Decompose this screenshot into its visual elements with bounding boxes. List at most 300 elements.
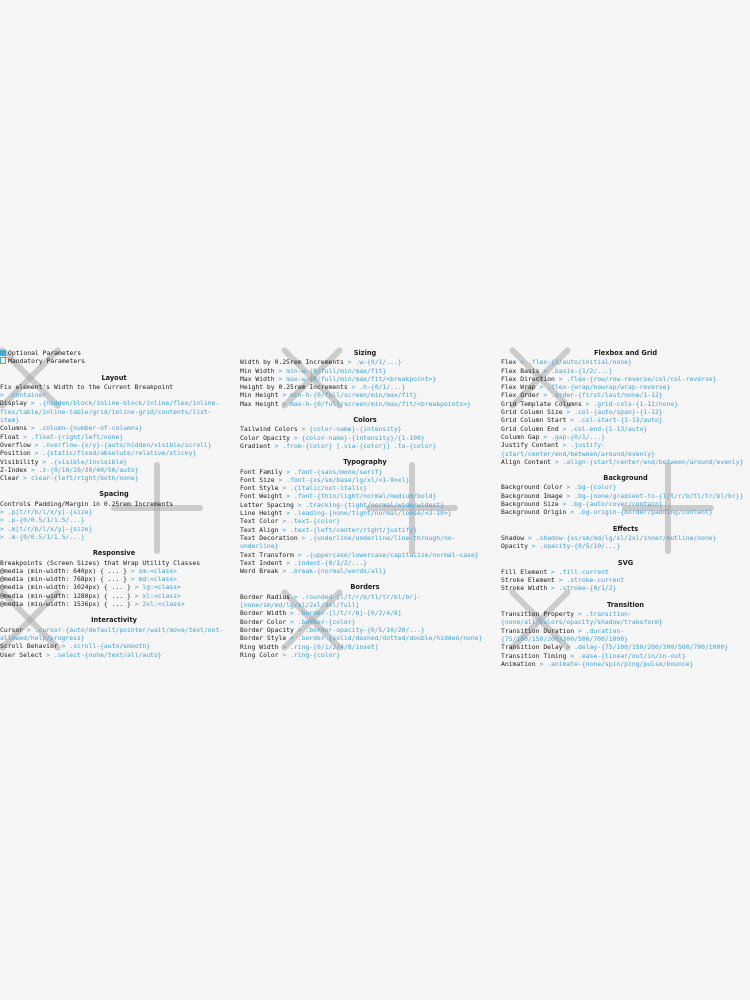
reference-row [501, 568, 750, 576]
row-label: Grid Column End [501, 424, 559, 433]
row-label: Column Gap [501, 432, 540, 441]
row-label: Border Style [240, 634, 287, 643]
row-label: Shadow [501, 533, 525, 542]
row-class-value: .ease-{linear/out/in/in-out} [578, 651, 686, 660]
row-class-value: .m[t/r/b/l/x/y]-{size} [7, 524, 93, 533]
reference-row [501, 576, 750, 584]
row-class-value: .bg-origin-{border/padding/content} [578, 508, 713, 517]
separator-arrow: > [351, 383, 356, 392]
row-class-value: .text-{left/center/right/justify} [290, 525, 418, 534]
row-class-value: .bg-{none/gradient-to-{l/t/r/b/tl/tr/bl/br}} [574, 491, 744, 500]
legend-mandatory [0, 357, 228, 365]
section-title-layout: Layout [101, 373, 127, 382]
row-class-value: .fill-current [558, 567, 609, 576]
row-label: Letter Spacing [240, 500, 294, 509]
section-title-interactivity: Interactivity [91, 616, 137, 625]
row-class-value: .cursor-{auto/default/pointer/wait/move/text/not-allowed/help/progress} [0, 625, 224, 642]
reference-row [0, 424, 228, 432]
column-right [501, 349, 750, 668]
row-label: Flex Wrap [501, 383, 536, 392]
reference-row [240, 484, 490, 492]
separator-arrow: > [23, 474, 27, 483]
separator-arrow: > [551, 567, 555, 576]
legend-optional [0, 349, 228, 357]
row-label: Text Indent [240, 558, 283, 567]
row-label: Width by 0.25rem Increments [240, 358, 344, 367]
separator-arrow: > [0, 516, 4, 525]
row-label: Overflow [0, 440, 31, 449]
separator-arrow: > [134, 591, 139, 600]
separator-arrow: > [0, 508, 4, 517]
separator-arrow: > [562, 441, 567, 450]
row-class-value: max-w-{0/full/min/max/fit/<breakpoint>} [286, 374, 437, 383]
row-label: Grid Template Columns [501, 399, 582, 408]
section-title-flexbox-and-grid: Flexbox and Grid [593, 349, 658, 357]
reference-row [240, 509, 490, 517]
separator-arrow: > [30, 424, 35, 433]
reference-row [240, 391, 490, 399]
row-class-value: .h-{0/1/...} [359, 383, 406, 392]
row-class-value: .font-{xs/sm/base/lg/xl/<1-9>xl} [286, 475, 410, 484]
separator-arrow: > [286, 492, 291, 501]
row-label: Gradient [240, 441, 271, 450]
row-class-value: .{static/fixed/absolute/relative/sticky} [42, 449, 197, 458]
reference-row [501, 458, 750, 466]
reference-row [240, 501, 490, 509]
row-class-value: min-h-{0/full/screen/min/max/fit} [290, 391, 418, 400]
separator-arrow: > [130, 566, 135, 575]
reference-row [501, 643, 750, 651]
row-label: @media (min-width: 640px) { ... } [0, 566, 127, 575]
reference-row [501, 400, 750, 408]
separator-arrow: > [23, 432, 27, 441]
row-class-value: md:<class> [138, 575, 178, 584]
reference-row [240, 375, 490, 383]
row-label: Ring Width [240, 642, 279, 651]
reference-row [0, 600, 228, 608]
separator-arrow: > [554, 457, 559, 466]
reference-row [501, 367, 750, 375]
separator-arrow: > [566, 643, 571, 652]
separator-arrow: > [278, 374, 283, 383]
reference-row [501, 441, 750, 458]
row-class-value: .border-{solid/dashed/dotted/double/hidden/none} [297, 634, 483, 643]
row-class-value: .from-{color} [.via-{color}] .to-{color} [282, 441, 437, 450]
reference-row [0, 525, 228, 533]
row-class-value: .column-{number-of-columns} [38, 424, 143, 433]
row-label: Justify Content [501, 441, 559, 450]
row-label: Display [0, 399, 27, 408]
reference-row [501, 627, 750, 644]
reference-row [240, 626, 490, 634]
separator-arrow: > [293, 592, 298, 601]
section-title-responsive: Responsive [92, 549, 136, 558]
row-class-value: .{italic/not-italic} [290, 484, 368, 493]
row-label: Color Opacity [240, 433, 291, 442]
row-class-value: lg:<class> [142, 583, 181, 592]
separator-arrow: > [347, 358, 352, 367]
row-class-value: .ring-[0/1/2/4/8/inset] [290, 642, 379, 651]
row-label: Flex Basis [501, 366, 540, 375]
separator-arrow: > [539, 659, 544, 668]
reference-row [0, 458, 228, 466]
row-label: Text Transform [240, 550, 294, 559]
row-label: Word Break [240, 567, 279, 576]
separator-arrow: > [558, 374, 563, 383]
reference-row [240, 618, 490, 626]
reference-row [501, 534, 750, 542]
row-class-value: .justify-{start/center/end/between/around/evenly} [501, 441, 655, 458]
row-class-value: .text-{color} [290, 517, 341, 526]
separator-arrow: > [293, 433, 298, 442]
separator-arrow: > [0, 524, 4, 533]
row-label: Clear [0, 474, 20, 483]
separator-arrow: > [134, 600, 139, 609]
row-class-value: {color-name}-{intensity}/{1-100} [301, 433, 425, 442]
reference-row [0, 449, 228, 457]
separator-arrow: > [297, 625, 302, 634]
separator-arrow: > [570, 416, 575, 425]
row-class-value: .font-{sans/mono/serif} [293, 467, 383, 476]
reference-row [501, 652, 750, 660]
reference-row [240, 593, 490, 610]
row-label: Ring Color [240, 650, 279, 659]
row-class-value: .col-start-{1-13/auto} [578, 416, 663, 425]
reference-row [0, 575, 228, 583]
row-class-value: .delay-{75/100/150/200/300/500/700/1000} [574, 643, 729, 652]
reference-row [0, 508, 228, 516]
separator-arrow: > [570, 651, 575, 660]
section-title-effects: Effects [612, 524, 639, 533]
row-class-value: .float-{right/left/none} [30, 432, 124, 441]
separator-arrow: > [61, 642, 66, 651]
row-label: Flex [501, 358, 517, 367]
row-class-value: .transition-{none/all/colors/opacity/shadow/transform} [501, 610, 663, 627]
reference-row [240, 434, 490, 442]
reference-row [240, 559, 490, 567]
separator-arrow: > [34, 449, 39, 458]
row-label: Grid Column Size [501, 408, 563, 417]
reference-row [501, 416, 750, 424]
reference-row [240, 567, 490, 575]
reference-row [0, 500, 228, 508]
row-label: Flex Order [501, 391, 540, 400]
separator-arrow: > [543, 432, 548, 441]
row-class-value: .animate-{none/spin/ping/pulse/bounce} [547, 659, 694, 668]
row-label: Transition Timing [501, 651, 567, 660]
reference-row [501, 542, 750, 550]
reference-row [501, 500, 750, 508]
reference-row [0, 391, 228, 399]
separator-arrow: > [585, 399, 590, 408]
reference-row [501, 508, 750, 516]
separator-arrow: > [282, 567, 287, 576]
separator-arrow: > [46, 650, 51, 659]
separator-arrow: > [566, 483, 571, 492]
separator-arrow: > [282, 642, 287, 651]
row-class-value: .border-opacity-{0/5/10/20/...} [305, 625, 425, 634]
row-description: Controls Padding/Margin in 0.25rem Increments [0, 499, 174, 508]
reference-row [240, 425, 490, 433]
reference-row [240, 442, 490, 450]
separator-arrow: > [570, 508, 575, 517]
row-class-value: .overflow-{x/y}-{auto/hidden/visible/scroll} [42, 440, 212, 449]
separator-arrow: > [297, 500, 302, 509]
separator-arrow: > [551, 584, 555, 593]
row-label: Columns [0, 424, 27, 433]
reference-row [0, 592, 228, 600]
separator-arrow: > [282, 399, 287, 408]
row-label: Background Image [501, 491, 563, 500]
separator-arrow: > [566, 491, 571, 500]
row-label: Tailwind Colors [240, 425, 298, 434]
reference-row [0, 399, 228, 424]
row-class-value: .leading-{none/tight/normal/loose/<3-10>} [293, 509, 452, 518]
row-label: @media (min-width: 1024px) { ... } [0, 583, 131, 592]
row-label: Cursor [0, 625, 24, 634]
reference-row [501, 391, 750, 399]
row-class-value: .border-{color} [297, 617, 356, 626]
separator-arrow: > [286, 467, 291, 476]
row-class-value: .opacity-{0/5/10/...} [539, 542, 621, 551]
reference-row [501, 358, 750, 366]
separator-arrow: > [42, 457, 47, 466]
column-middle [240, 349, 490, 659]
reference-row [501, 408, 750, 416]
separator-arrow: > [297, 550, 302, 559]
row-label: Min Width [240, 366, 275, 375]
row-class-value: .{uppercase/lowercase/capitalize/normal-case} [305, 550, 479, 559]
row-label: Text Color [240, 517, 279, 526]
reference-row [501, 425, 750, 433]
row-class-value: .gap-{0/1/...} [551, 432, 605, 441]
row-label: Transition Property [501, 610, 575, 619]
separator-arrow: > [26, 625, 31, 634]
reference-row [0, 516, 228, 524]
reference-row [0, 567, 228, 575]
section-title-background: Background [603, 474, 648, 483]
reference-row [0, 651, 228, 659]
row-label: Z-Index [0, 465, 27, 474]
reference-row [0, 626, 228, 643]
row-class-value: .ring-{color} [290, 650, 341, 659]
optional-box-icon [0, 350, 6, 356]
row-class-value: .break-{normal/words/all} [290, 567, 387, 576]
separator-arrow: > [290, 609, 294, 618]
reference-row [0, 559, 228, 567]
separator-arrow: > [134, 583, 139, 592]
row-class-value: 2xl:<class> [142, 600, 185, 609]
reference-row [0, 642, 228, 650]
row-class-value: .rounded-[l/t/r/b/tl/tr/bl/br]-[none/sm/md/lg/xl/2xl/3xl/full] [240, 592, 421, 610]
row-class-value: .{underline/underline/line-through/no-underline} [240, 533, 456, 551]
reference-row [240, 476, 490, 484]
row-class-value: .font-{thin/light/normal/medium/bold} [293, 492, 437, 501]
separator-arrow: > [282, 517, 287, 526]
row-label: Animation [501, 659, 536, 668]
reference-row [240, 468, 490, 476]
separator-arrow: > [562, 424, 567, 433]
row-label: Border Width [240, 609, 287, 618]
row-class-value: .align-{start/center/end/between/around/evenly} [562, 457, 744, 466]
row-class-value: .m-{0/0.5/1/1.5/...} [7, 532, 85, 541]
row-class-value: .{hidden/block/inline-block/inline/flex/inline-flex/table/inline-table/grid/inline-grid/contents/list-item} [0, 399, 220, 425]
separator-arrow: > [301, 425, 306, 434]
row-class-value: .duration-{75/100/150/200/300/500/700/1000} [501, 626, 628, 643]
row-label: Align Content [501, 457, 552, 466]
separator-arrow: > [520, 358, 525, 367]
row-class-value: .bg-{color} [574, 483, 617, 492]
row-label: @media (min-width: 1280px) { ... } [0, 591, 131, 600]
reference-row [501, 375, 750, 383]
row-label: Line Height [240, 509, 283, 518]
reference-row [501, 383, 750, 391]
separator-arrow: > [286, 509, 291, 518]
row-label: Fill Element [501, 567, 548, 576]
separator-arrow: > [130, 575, 135, 584]
reference-row [501, 483, 750, 491]
separator-arrow: > [577, 610, 582, 619]
row-class-value: .flex-{1/auto/initial/none} [527, 358, 632, 367]
row-label: Font Style [240, 484, 279, 493]
section-title-typography: Typography [343, 458, 387, 467]
row-label: Font Weight [240, 492, 283, 501]
separator-arrow: > [577, 626, 582, 635]
row-label: Background Color [501, 483, 563, 492]
row-label: Stroke Width [501, 584, 548, 593]
reference-row [501, 492, 750, 500]
separator-arrow: > [30, 399, 35, 408]
row-label: Border Radius [240, 592, 291, 601]
reference-row [0, 433, 228, 441]
row-label: Min Height [240, 391, 279, 400]
row-label: Flex Direction [501, 374, 555, 383]
row-label: Grid Column Start [501, 416, 567, 425]
reference-row [501, 660, 750, 668]
separator-arrow: > [543, 391, 548, 400]
legend-optional-label: Optional Parameters [8, 349, 82, 357]
reference-row [0, 466, 228, 474]
reference-row [0, 474, 228, 482]
reference-row [240, 517, 490, 525]
separator-arrow: > [282, 650, 287, 659]
row-class-value: .p-{0/0.5/1/1.5/...} [7, 516, 85, 525]
row-label: Font Family [240, 467, 283, 476]
row-class-value: min-w-{0/full/min/max/fit} [286, 366, 387, 375]
separator-arrow: > [274, 441, 279, 450]
separator-arrow: > [539, 383, 544, 392]
row-label: Float [0, 432, 20, 441]
reference-row [240, 609, 490, 617]
row-label: Visibility [0, 457, 39, 466]
row-label: Stroke Element [501, 576, 555, 585]
reference-row [240, 534, 490, 551]
reference-row [240, 383, 490, 391]
row-class-value: .bg-{auto/cover/contain} [570, 500, 663, 509]
row-class-value: .z-{0/10/20/30/40/50/auto} [38, 465, 139, 474]
row-label: Max Width [240, 374, 275, 383]
row-class-value: .w-{0/1/...} [355, 358, 402, 367]
separator-arrow: > [290, 617, 294, 626]
row-label: Border Opacity [240, 625, 294, 634]
reference-row [240, 634, 490, 642]
reference-row [240, 358, 490, 366]
row-class-value: max-h-{0/full/screen/min/max/fit/<breakpoints>} [290, 399, 471, 408]
row-label: Background Origin [501, 508, 567, 517]
row-class-value: .col-end-{1-13/auto} [570, 424, 648, 433]
separator-arrow: > [0, 532, 4, 541]
row-class-value: .border-[l/t/r/b]-[0/2/4/8] [297, 609, 402, 618]
separator-arrow: > [558, 576, 563, 585]
row-class-value: .tracking-{tight/normal/wide/widest} [305, 500, 444, 509]
separator-arrow: > [527, 533, 532, 542]
row-class-value: sm:<class> [138, 566, 178, 575]
separator-arrow: > [562, 500, 567, 509]
separator-arrow: > [278, 475, 283, 484]
row-label: Text Decoration [240, 533, 298, 542]
row-class-value: .scroll-{auto/smooth} [69, 642, 151, 651]
reference-row [240, 492, 490, 500]
row-description: Breakpoints (Screen Sizes) that Wrap Utility Classes [0, 558, 201, 567]
section-title-sizing: Sizing [353, 349, 377, 357]
row-class-value: .grid-cols-{1-12/none} [593, 399, 679, 408]
row-label: User Select [0, 650, 43, 659]
section-title-svg: SVG [617, 558, 634, 567]
row-class-value: .order-{first/last/none/1-12} [551, 391, 663, 400]
reference-row [0, 583, 228, 591]
row-class-value: .indent-{0/1/2/...} [293, 558, 368, 567]
row-label: @media (min-width: 1536px) { ... } [0, 600, 131, 609]
separator-arrow: > [290, 634, 294, 643]
separator-arrow: > [301, 533, 306, 542]
section-title-borders: Borders [350, 583, 380, 592]
mandatory-brace-icon [0, 357, 6, 364]
row-label: Transition Delay [501, 643, 563, 652]
row-label: Background Size [501, 500, 559, 509]
row-label: @media (min-width: 768px) { ... } [0, 575, 127, 584]
reference-row [240, 526, 490, 534]
row-class-value: .p[t/r/b/l/x/y]-{size} [7, 508, 93, 517]
row-label: Transition Duration [501, 626, 575, 635]
separator-arrow: > [543, 366, 548, 375]
row-class-value: .container [7, 391, 47, 400]
reference-row [240, 367, 490, 375]
row-class-value: .{visible/invisible} [50, 457, 128, 466]
row-label: Scroll Behavior [0, 642, 58, 651]
separator-arrow: > [531, 542, 536, 551]
separator-arrow: > [286, 558, 291, 567]
row-class-value: xl:<class> [142, 591, 181, 600]
row-label: Height by 0.25rem Increments [240, 383, 348, 392]
row-description: Fix element's Width to the Current Breakpoint [0, 382, 174, 391]
row-class-value: clear-{left/right/both/none} [30, 474, 139, 483]
section-title-transition: Transition [607, 600, 644, 609]
separator-arrow: > [282, 525, 287, 534]
row-label: Max Height [240, 399, 279, 408]
reference-row [0, 533, 228, 541]
separator-arrow: > [30, 465, 35, 474]
reference-row [501, 610, 750, 627]
reference-row [0, 441, 228, 449]
row-class-value: .stroke-current [566, 576, 625, 585]
reference-row [240, 400, 490, 408]
separator-arrow: > [0, 391, 4, 400]
separator-arrow: > [282, 391, 287, 400]
section-title-spacing: Spacing [99, 490, 129, 499]
separator-arrow: > [34, 440, 39, 449]
row-class-value: .flex-{wrap/nowrap/wrap-reverse} [547, 383, 671, 392]
row-label: Position [0, 449, 31, 458]
